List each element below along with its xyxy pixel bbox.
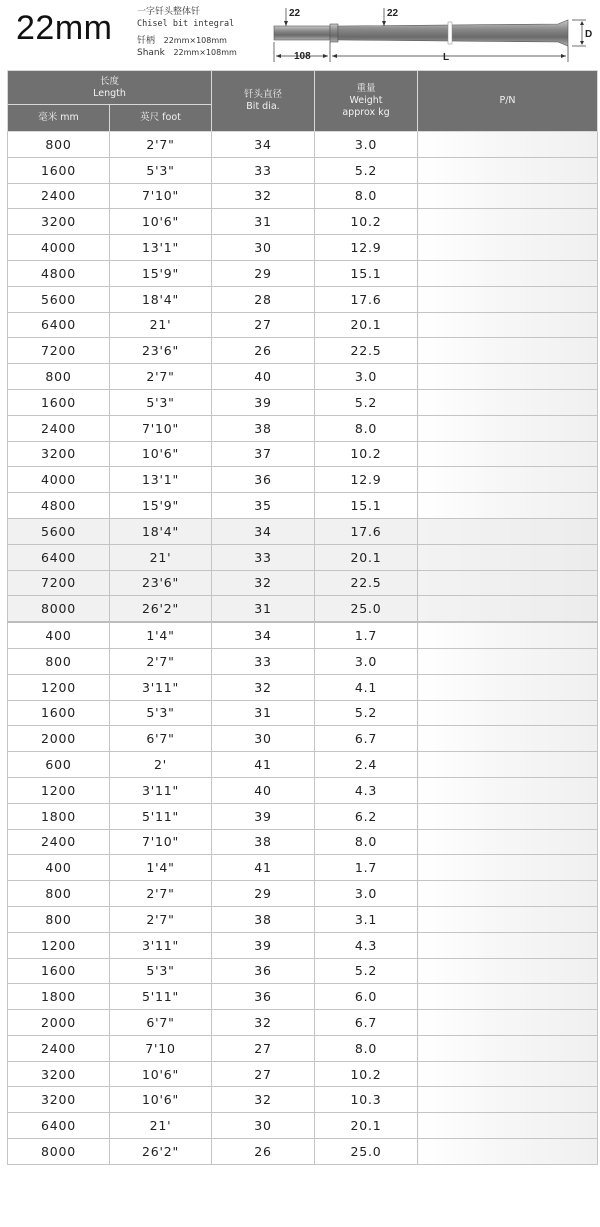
length-foot-cell: 2'7" bbox=[110, 906, 212, 932]
weight-cell: 22.5 bbox=[315, 570, 418, 596]
length-mm-cell: 3200 bbox=[8, 1087, 110, 1113]
weight-cell: 1.7 bbox=[315, 855, 418, 881]
weight-cell: 22.5 bbox=[315, 338, 418, 364]
weight-cell: 6.0 bbox=[315, 984, 418, 1010]
length-header-en: Length bbox=[93, 87, 126, 99]
table-row bbox=[8, 881, 598, 907]
length-foot-cell: 7'10" bbox=[110, 829, 212, 855]
length-mm-cell: 5600 bbox=[8, 518, 110, 544]
length-foot-cell: 5'3" bbox=[110, 157, 212, 183]
length-foot-cell: 3'11" bbox=[110, 674, 212, 700]
spec-header bbox=[0, 0, 600, 70]
table-row bbox=[8, 312, 598, 338]
weight-cell: 5.2 bbox=[315, 958, 418, 984]
bit-dia-cell: 26 bbox=[212, 338, 315, 364]
length-foot-cell: 5'3" bbox=[110, 958, 212, 984]
shank-en-label: Shank bbox=[137, 48, 165, 58]
length-foot-cell: 7'10" bbox=[110, 183, 212, 209]
length-foot-cell: 13'1" bbox=[110, 467, 212, 493]
weight-cell: 5.2 bbox=[315, 700, 418, 726]
pn-cell bbox=[418, 493, 598, 519]
length-mm-cell: 4800 bbox=[8, 260, 110, 286]
length-foot-cell: 7'10 bbox=[110, 1035, 212, 1061]
bit-dia-cell: 39 bbox=[212, 932, 315, 958]
length-mm-cell: 6400 bbox=[8, 312, 110, 338]
length-foot-cell: 5'3" bbox=[110, 389, 212, 415]
pn-cell bbox=[418, 364, 598, 390]
pn-cell bbox=[418, 1035, 598, 1061]
length-mm-cell: 6400 bbox=[8, 544, 110, 570]
weight-cell: 8.0 bbox=[315, 183, 418, 209]
pn-cell bbox=[418, 518, 598, 544]
weight-cell: 1.7 bbox=[315, 622, 418, 648]
bit-dia-cell: 39 bbox=[212, 389, 315, 415]
bit-dia-cell: 32 bbox=[212, 183, 315, 209]
table-row bbox=[8, 700, 598, 726]
weight-cell: 20.1 bbox=[315, 312, 418, 338]
table-row bbox=[8, 906, 598, 932]
table-row bbox=[8, 596, 598, 622]
bit-dia-cell: 34 bbox=[212, 622, 315, 648]
pn-cell bbox=[418, 286, 598, 312]
table-row bbox=[8, 518, 598, 544]
pn-cell bbox=[418, 1087, 598, 1113]
bit-dia-cell: 40 bbox=[212, 364, 315, 390]
length-mm-cell: 800 bbox=[8, 132, 110, 158]
length-mm-cell: 6400 bbox=[8, 1113, 110, 1139]
length-foot-cell: 3'11" bbox=[110, 777, 212, 803]
pn-cell bbox=[418, 829, 598, 855]
weight-cell: 6.7 bbox=[315, 1010, 418, 1036]
table-row bbox=[8, 1035, 598, 1061]
length-foot-cell: 21' bbox=[110, 1113, 212, 1139]
table-row bbox=[8, 235, 598, 261]
length-mm-cell: 4000 bbox=[8, 235, 110, 261]
pn-cell bbox=[418, 648, 598, 674]
product-title-cn: 一字钎头整体钎 bbox=[137, 7, 201, 17]
length-mm-cell: 4800 bbox=[8, 493, 110, 519]
table-row bbox=[8, 467, 598, 493]
weight-cell: 8.0 bbox=[315, 415, 418, 441]
length-foot-cell: 15'9" bbox=[110, 260, 212, 286]
length-foot-cell: 5'11" bbox=[110, 803, 212, 829]
length-foot-cell: 6'7" bbox=[110, 1010, 212, 1036]
table-row bbox=[8, 932, 598, 958]
length-foot-cell: 6'7" bbox=[110, 726, 212, 752]
table-row bbox=[8, 286, 598, 312]
length-foot-cell: 13'1" bbox=[110, 235, 212, 261]
weight-cell: 6.2 bbox=[315, 803, 418, 829]
pn-cell bbox=[418, 441, 598, 467]
bit-dia-cell: 27 bbox=[212, 312, 315, 338]
table-row bbox=[8, 415, 598, 441]
bit-dia-cell: 27 bbox=[212, 1035, 315, 1061]
length-foot-cell: 2'7" bbox=[110, 881, 212, 907]
bit-dia-cell: 41 bbox=[212, 855, 315, 881]
length-header-cn: 长度 bbox=[99, 75, 119, 87]
length-mm-cell: 400 bbox=[8, 622, 110, 648]
length-mm-cell: 2400 bbox=[8, 415, 110, 441]
rod-size-title: 22mm bbox=[16, 9, 113, 47]
weight-cell: 5.2 bbox=[315, 389, 418, 415]
length-foot-cell: 21' bbox=[110, 312, 212, 338]
length-foot-cell: 2'7" bbox=[110, 364, 212, 390]
length-foot-cell: 5'3" bbox=[110, 700, 212, 726]
table-row bbox=[8, 441, 598, 467]
dim-length-label: L bbox=[443, 52, 450, 63]
table-row bbox=[8, 1139, 598, 1165]
pn-cell bbox=[418, 338, 598, 364]
table-row bbox=[8, 622, 598, 648]
length-mm-cell: 1600 bbox=[8, 958, 110, 984]
dim-shank-length-label: 108 bbox=[294, 51, 311, 62]
length-mm-cell: 400 bbox=[8, 855, 110, 881]
bit-dia-header bbox=[212, 71, 315, 132]
pn-cell bbox=[418, 209, 598, 235]
spec-table bbox=[7, 70, 598, 1165]
bit-dia-cell: 37 bbox=[212, 441, 315, 467]
bit-dia-cell: 33 bbox=[212, 648, 315, 674]
length-mm-cell: 3200 bbox=[8, 209, 110, 235]
weight-cell: 20.1 bbox=[315, 1113, 418, 1139]
bit-dia-header-en: Bit dia. bbox=[246, 101, 280, 112]
pn-cell bbox=[418, 726, 598, 752]
length-mm-cell: 7200 bbox=[8, 338, 110, 364]
weight-cell: 20.1 bbox=[315, 544, 418, 570]
length-mm-cell: 600 bbox=[8, 752, 110, 778]
pn-cell bbox=[418, 622, 598, 648]
weight-cell: 3.0 bbox=[315, 364, 418, 390]
table-row bbox=[8, 1010, 598, 1036]
bit-dia-cell: 32 bbox=[212, 1010, 315, 1036]
length-mm-cell: 5600 bbox=[8, 286, 110, 312]
length-foot-cell: 23'6" bbox=[110, 570, 212, 596]
bit-dia-cell: 33 bbox=[212, 544, 315, 570]
bit-dia-cell: 36 bbox=[212, 984, 315, 1010]
table-row bbox=[8, 648, 598, 674]
bit-dia-cell: 39 bbox=[212, 803, 315, 829]
pn-cell bbox=[418, 881, 598, 907]
weight-cell: 15.1 bbox=[315, 260, 418, 286]
weight-cell: 3.0 bbox=[315, 132, 418, 158]
bit-dia-cell: 33 bbox=[212, 157, 315, 183]
table-row bbox=[8, 260, 598, 286]
weight-cell: 25.0 bbox=[315, 1139, 418, 1165]
length-foot-cell: 10'6" bbox=[110, 1061, 212, 1087]
bit-dia-cell: 38 bbox=[212, 906, 315, 932]
table-row bbox=[8, 157, 598, 183]
pn-cell bbox=[418, 1010, 598, 1036]
length-foot-cell: 10'6" bbox=[110, 441, 212, 467]
shank-cn-value: 22mm×108mm bbox=[163, 36, 227, 45]
pn-cell bbox=[418, 958, 598, 984]
table-row bbox=[8, 544, 598, 570]
dim-hex-label-2: 22 bbox=[387, 8, 399, 19]
pn-cell bbox=[418, 674, 598, 700]
bit-dia-cell: 32 bbox=[212, 570, 315, 596]
table-row bbox=[8, 829, 598, 855]
dim-hex-label-1: 22 bbox=[289, 8, 301, 19]
bit-dia-cell: 30 bbox=[212, 235, 315, 261]
weight-header-en: Weight bbox=[349, 95, 383, 106]
table-row bbox=[8, 389, 598, 415]
weight-cell: 25.0 bbox=[315, 596, 418, 622]
length-mm-cell: 1800 bbox=[8, 803, 110, 829]
length-foot-cell: 3'11" bbox=[110, 932, 212, 958]
bit-dia-cell: 36 bbox=[212, 958, 315, 984]
bit-dia-cell: 26 bbox=[212, 1139, 315, 1165]
length-mm-cell: 1600 bbox=[8, 700, 110, 726]
pn-cell bbox=[418, 235, 598, 261]
pn-cell bbox=[418, 544, 598, 570]
table-body bbox=[8, 132, 598, 1165]
table-row bbox=[8, 752, 598, 778]
pn-cell bbox=[418, 984, 598, 1010]
length-mm-cell: 8000 bbox=[8, 1139, 110, 1165]
weight-cell: 17.6 bbox=[315, 286, 418, 312]
table-row bbox=[8, 777, 598, 803]
bit-dia-cell: 38 bbox=[212, 829, 315, 855]
table-row bbox=[8, 855, 598, 881]
shank-en-line bbox=[137, 47, 237, 59]
length-mm-cell: 800 bbox=[8, 906, 110, 932]
weight-cell: 3.0 bbox=[315, 648, 418, 674]
pn-cell bbox=[418, 596, 598, 622]
weight-cell: 3.0 bbox=[315, 881, 418, 907]
weight-cell: 6.7 bbox=[315, 726, 418, 752]
pn-cell bbox=[418, 157, 598, 183]
table-row bbox=[8, 132, 598, 158]
length-foot-cell: 10'6" bbox=[110, 1087, 212, 1113]
weight-header bbox=[315, 71, 418, 132]
pn-cell bbox=[418, 415, 598, 441]
length-mm-cell: 7200 bbox=[8, 570, 110, 596]
length-mm-cell: 1200 bbox=[8, 674, 110, 700]
weight-cell: 2.4 bbox=[315, 752, 418, 778]
length-foot-cell: 26'2" bbox=[110, 596, 212, 622]
length-mm-cell: 2400 bbox=[8, 829, 110, 855]
foot-header: 英尺 foot bbox=[110, 105, 212, 132]
table-row bbox=[8, 726, 598, 752]
bit-dia-cell: 28 bbox=[212, 286, 315, 312]
length-foot-cell: 26'2" bbox=[110, 1139, 212, 1165]
pn-cell bbox=[418, 752, 598, 778]
length-foot-cell: 1'4" bbox=[110, 855, 212, 881]
length-foot-cell: 18'4" bbox=[110, 518, 212, 544]
pn-cell bbox=[418, 467, 598, 493]
bit-dia-cell: 32 bbox=[212, 1087, 315, 1113]
length-mm-cell: 1800 bbox=[8, 984, 110, 1010]
length-header bbox=[8, 71, 212, 105]
weight-cell: 10.3 bbox=[315, 1087, 418, 1113]
pn-cell bbox=[418, 1139, 598, 1165]
table-row bbox=[8, 338, 598, 364]
bit-dia-cell: 30 bbox=[212, 726, 315, 752]
pn-cell bbox=[418, 777, 598, 803]
table-row bbox=[8, 1113, 598, 1139]
weight-cell: 15.1 bbox=[315, 493, 418, 519]
length-foot-cell: 5'11" bbox=[110, 984, 212, 1010]
length-mm-cell: 1600 bbox=[8, 157, 110, 183]
length-mm-cell: 1200 bbox=[8, 777, 110, 803]
pn-cell bbox=[418, 312, 598, 338]
bit-dia-cell: 29 bbox=[212, 881, 315, 907]
bit-dia-cell: 34 bbox=[212, 132, 315, 158]
bit-dia-cell: 34 bbox=[212, 518, 315, 544]
pn-cell bbox=[418, 389, 598, 415]
product-spec-text bbox=[137, 6, 237, 59]
shank-cn-line bbox=[137, 35, 237, 47]
pn-cell bbox=[418, 906, 598, 932]
drill-rod-drawing bbox=[268, 2, 598, 68]
length-foot-cell: 15'9" bbox=[110, 493, 212, 519]
table-row bbox=[8, 674, 598, 700]
table-row bbox=[8, 209, 598, 235]
bit-dia-cell: 40 bbox=[212, 777, 315, 803]
bit-dia-cell: 29 bbox=[212, 260, 315, 286]
weight-cell: 10.2 bbox=[315, 209, 418, 235]
bit-dia-cell: 32 bbox=[212, 674, 315, 700]
dim-diameter-label: D bbox=[585, 29, 593, 40]
bit-dia-cell: 30 bbox=[212, 1113, 315, 1139]
length-foot-cell: 1'4" bbox=[110, 622, 212, 648]
bit-dia-cell: 27 bbox=[212, 1061, 315, 1087]
weight-cell: 4.1 bbox=[315, 674, 418, 700]
length-mm-cell: 2400 bbox=[8, 1035, 110, 1061]
length-foot-cell: 10'6" bbox=[110, 209, 212, 235]
weight-cell: 8.0 bbox=[315, 829, 418, 855]
length-mm-cell: 2400 bbox=[8, 183, 110, 209]
bit-dia-header-cn: 钎头直径 bbox=[243, 89, 282, 100]
length-foot-cell: 2' bbox=[110, 752, 212, 778]
weight-cell: 10.2 bbox=[315, 1061, 418, 1087]
shank-cn-label: 钎柄 bbox=[137, 36, 156, 46]
pn-header: P/N bbox=[418, 71, 598, 132]
weight-header-cn: 重量 bbox=[356, 83, 376, 94]
bit-dia-cell: 36 bbox=[212, 467, 315, 493]
mm-header: 毫米 mm bbox=[8, 105, 110, 132]
pn-cell bbox=[418, 1113, 598, 1139]
pn-cell bbox=[418, 260, 598, 286]
bit-dia-cell: 31 bbox=[212, 700, 315, 726]
weight-cell: 10.2 bbox=[315, 441, 418, 467]
table-row bbox=[8, 984, 598, 1010]
table-row bbox=[8, 1087, 598, 1113]
length-mm-cell: 2000 bbox=[8, 1010, 110, 1036]
pn-cell bbox=[418, 700, 598, 726]
length-mm-cell: 3200 bbox=[8, 441, 110, 467]
pn-cell bbox=[418, 932, 598, 958]
length-foot-cell: 7'10" bbox=[110, 415, 212, 441]
weight-cell: 12.9 bbox=[315, 467, 418, 493]
table-row bbox=[8, 570, 598, 596]
shank-en-value: 22mm×108mm bbox=[173, 48, 237, 57]
pn-cell bbox=[418, 1061, 598, 1087]
table-row bbox=[8, 493, 598, 519]
product-title-en: Chisel bit integral bbox=[137, 19, 235, 29]
table-row bbox=[8, 958, 598, 984]
length-foot-cell: 23'6" bbox=[110, 338, 212, 364]
weight-cell: 5.2 bbox=[315, 157, 418, 183]
weight-cell: 3.1 bbox=[315, 906, 418, 932]
length-mm-cell: 1600 bbox=[8, 389, 110, 415]
weight-header-unit: approx kg bbox=[342, 107, 390, 118]
weight-cell: 8.0 bbox=[315, 1035, 418, 1061]
length-foot-cell: 2'7" bbox=[110, 132, 212, 158]
table-row bbox=[8, 803, 598, 829]
rod-body bbox=[274, 20, 568, 46]
table-row bbox=[8, 364, 598, 390]
weight-cell: 4.3 bbox=[315, 777, 418, 803]
bit-dia-cell: 38 bbox=[212, 415, 315, 441]
weight-cell: 4.3 bbox=[315, 932, 418, 958]
length-foot-cell: 21' bbox=[110, 544, 212, 570]
length-mm-cell: 8000 bbox=[8, 596, 110, 622]
table-header-row bbox=[8, 71, 598, 105]
length-mm-cell: 800 bbox=[8, 364, 110, 390]
bit-dia-cell: 31 bbox=[212, 209, 315, 235]
pn-cell bbox=[418, 132, 598, 158]
length-mm-cell: 3200 bbox=[8, 1061, 110, 1087]
length-mm-cell: 800 bbox=[8, 648, 110, 674]
length-mm-cell: 4000 bbox=[8, 467, 110, 493]
length-foot-cell: 18'4" bbox=[110, 286, 212, 312]
weight-cell: 12.9 bbox=[315, 235, 418, 261]
length-foot-cell: 2'7" bbox=[110, 648, 212, 674]
length-mm-cell: 800 bbox=[8, 881, 110, 907]
bit-dia-cell: 31 bbox=[212, 596, 315, 622]
bit-dia-cell: 41 bbox=[212, 752, 315, 778]
pn-cell bbox=[418, 855, 598, 881]
length-mm-cell: 1200 bbox=[8, 932, 110, 958]
length-mm-cell: 2000 bbox=[8, 726, 110, 752]
pn-cell bbox=[418, 803, 598, 829]
pn-cell bbox=[418, 183, 598, 209]
bit-dia-cell: 35 bbox=[212, 493, 315, 519]
table-row bbox=[8, 1061, 598, 1087]
table-row bbox=[8, 183, 598, 209]
pn-cell bbox=[418, 570, 598, 596]
weight-cell: 17.6 bbox=[315, 518, 418, 544]
